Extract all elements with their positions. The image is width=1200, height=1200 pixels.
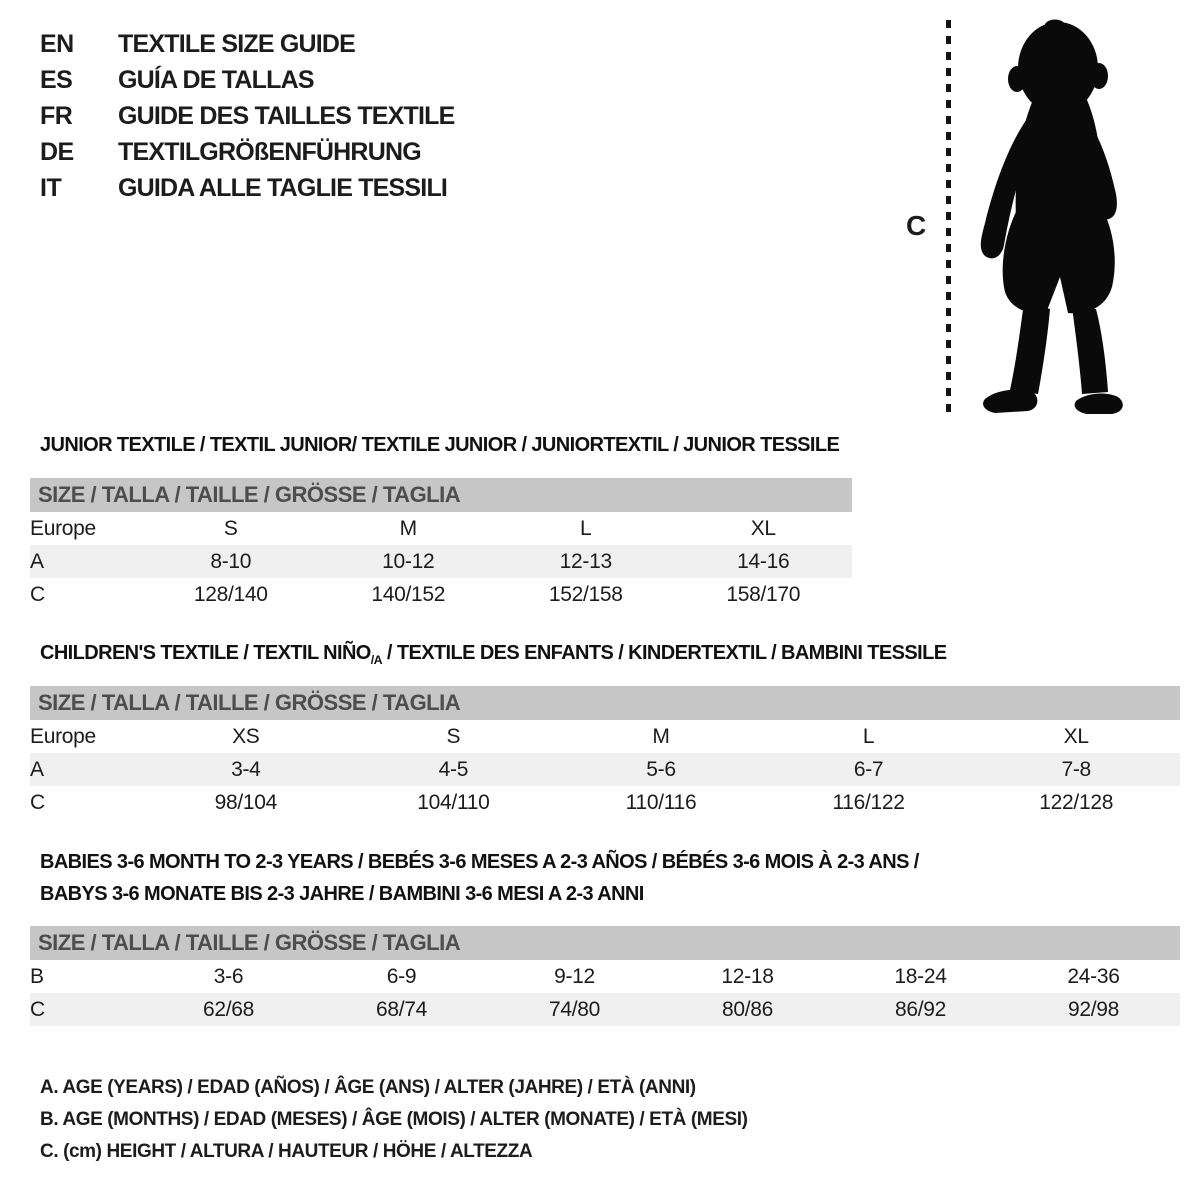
language-row xyxy=(40,63,455,99)
row-label: C xyxy=(30,993,142,1026)
toddler-silhouette-icon xyxy=(972,16,1138,416)
babies-size-table xyxy=(30,926,1180,1026)
row-label: Europe xyxy=(30,724,96,748)
table-cell: 6-9 xyxy=(386,964,417,988)
language-row xyxy=(40,99,455,135)
table-cell: XS xyxy=(232,724,260,748)
size-header-label: SIZE / TALLA / TAILLE / GRÖSSE / TAGLIA xyxy=(30,478,852,512)
language-code: FR xyxy=(40,101,73,130)
guide-title: TEXTILE SIZE GUIDE xyxy=(118,30,356,59)
table-cell: M xyxy=(652,724,670,748)
babies-section-heading xyxy=(40,846,919,910)
table-cell: 92/98 xyxy=(1007,993,1180,1026)
row-label: Europe xyxy=(30,516,96,540)
silhouette-shape xyxy=(981,20,1123,415)
row-label: A xyxy=(30,545,142,578)
language-title-list xyxy=(40,27,455,206)
table-row xyxy=(30,960,1180,993)
table-cell: 9-12 xyxy=(554,964,595,988)
table-cell: S xyxy=(223,516,238,540)
table-row xyxy=(30,720,1180,753)
table-row xyxy=(30,786,1180,819)
table-cell: 4-5 xyxy=(350,753,558,786)
table-row xyxy=(30,512,852,545)
table-cell: 116/122 xyxy=(832,790,905,814)
table-cell: 74/80 xyxy=(488,993,661,1026)
table-cell: 140/152 xyxy=(371,582,446,606)
table-cell: 104/110 xyxy=(417,790,490,814)
table-cell: 128/140 xyxy=(193,582,268,606)
note-height-cm: C. (cm) HEIGHT / ALTURA / HAUTEUR / HÖHE / ALTEZZA xyxy=(40,1141,533,1162)
table-cell: L xyxy=(580,516,592,540)
language-code: DE xyxy=(40,137,74,166)
table-cell: 6-7 xyxy=(765,753,973,786)
note-age-months: B. AGE (MONTHS) / EDAD (MESES) / ÂGE (MOIS) / ALTER (MONATE) / ETÀ (MESI) xyxy=(40,1109,748,1130)
language-code: IT xyxy=(40,173,62,202)
language-row xyxy=(40,27,455,63)
table-cell: 24-36 xyxy=(1067,964,1120,988)
size-header-label: SIZE / TALLA / TAILLE / GRÖSSE / TAGLIA xyxy=(30,926,1180,960)
guide-title: GUÍA DE TALLAS xyxy=(118,66,314,95)
table-cell: 122/128 xyxy=(1039,790,1114,814)
row-label: C xyxy=(30,582,45,606)
table-cell: 10-12 xyxy=(320,545,498,578)
language-row xyxy=(40,170,455,206)
table-cell: M xyxy=(399,516,417,540)
table-cell: 98/104 xyxy=(214,790,278,814)
children-section-heading xyxy=(40,642,946,667)
language-row xyxy=(40,134,455,170)
babies-heading-line2: BABYS 3-6 MONATE BIS 2-3 JAHRE / BAMBINI 3-6 MESI A 2-3 ANNI xyxy=(40,883,644,905)
language-code: ES xyxy=(40,66,73,95)
table-row xyxy=(30,545,852,578)
table-cell: 14-16 xyxy=(675,545,853,578)
note-age-years: A. AGE (YEARS) / EDAD (AÑOS) / ÂGE (ANS) / ALTER (JAHRE) / ETÀ (ANNI) xyxy=(40,1077,696,1098)
language-code: EN xyxy=(40,30,74,59)
row-label: B xyxy=(30,964,44,988)
table-cell: 18-24 xyxy=(894,964,947,988)
size-header-bar xyxy=(30,478,852,512)
table-cell: 7-8 xyxy=(972,753,1180,786)
guide-title: TEXTILGRÖßENFÜHRUNG xyxy=(118,137,421,166)
junior-section-heading: JUNIOR TEXTILE / TEXTIL JUNIOR/ TEXTILE JUNIOR / JUNIORTEXTIL / JUNIOR TESSILE xyxy=(40,434,840,456)
table-cell: 12-13 xyxy=(497,545,675,578)
height-measure-line xyxy=(946,20,951,416)
children-size-table xyxy=(30,686,1180,819)
size-header-label: SIZE / TALLA / TAILLE / GRÖSSE / TAGLIA xyxy=(30,686,1180,720)
guide-title: GUIDA ALLE TAGLIE TESSILI xyxy=(118,173,448,202)
size-header-bar xyxy=(30,686,1180,720)
table-cell: 68/74 xyxy=(315,993,488,1026)
table-cell: XL xyxy=(1063,724,1089,748)
table-cell: 5-6 xyxy=(557,753,765,786)
table-cell: 8-10 xyxy=(142,545,320,578)
children-heading-sub: /A xyxy=(370,653,382,667)
junior-size-table xyxy=(30,478,852,611)
babies-heading-line1: BABIES 3-6 MONTH TO 2-3 YEARS / BEBÉS 3-6 MESES A 2-3 AÑOS / BÉBÉS 3-6 MOIS À 2-3 ANS / xyxy=(40,851,919,873)
table-row xyxy=(30,993,1180,1026)
table-cell: 3-6 xyxy=(213,964,244,988)
table-cell: 3-4 xyxy=(142,753,350,786)
table-cell: 80/86 xyxy=(661,993,834,1026)
legend-notes xyxy=(40,1072,748,1168)
table-cell: 12-18 xyxy=(721,964,774,988)
table-cell: 62/68 xyxy=(142,993,315,1026)
row-label: A xyxy=(30,753,142,786)
size-header-bar xyxy=(30,926,1180,960)
row-label: C xyxy=(30,790,45,814)
guide-title: GUIDE DES TAILLES TEXTILE xyxy=(118,101,455,130)
children-heading-post: / TEXTILE DES ENFANTS / KINDERTEXTIL / BAMBINI TESSILE xyxy=(381,642,947,664)
children-heading-pre: CHILDREN'S TEXTILE / TEXTIL NIÑO xyxy=(40,642,371,664)
table-cell: XL xyxy=(750,516,776,540)
height-measure-label: C xyxy=(906,210,927,241)
table-cell: 152/158 xyxy=(548,582,623,606)
table-cell: 158/170 xyxy=(726,582,801,606)
table-cell: L xyxy=(862,724,875,748)
table-row xyxy=(30,753,1180,786)
table-row xyxy=(30,578,852,611)
table-cell: 86/92 xyxy=(834,993,1007,1026)
table-cell: S xyxy=(446,724,461,748)
table-cell: 110/116 xyxy=(625,790,697,814)
